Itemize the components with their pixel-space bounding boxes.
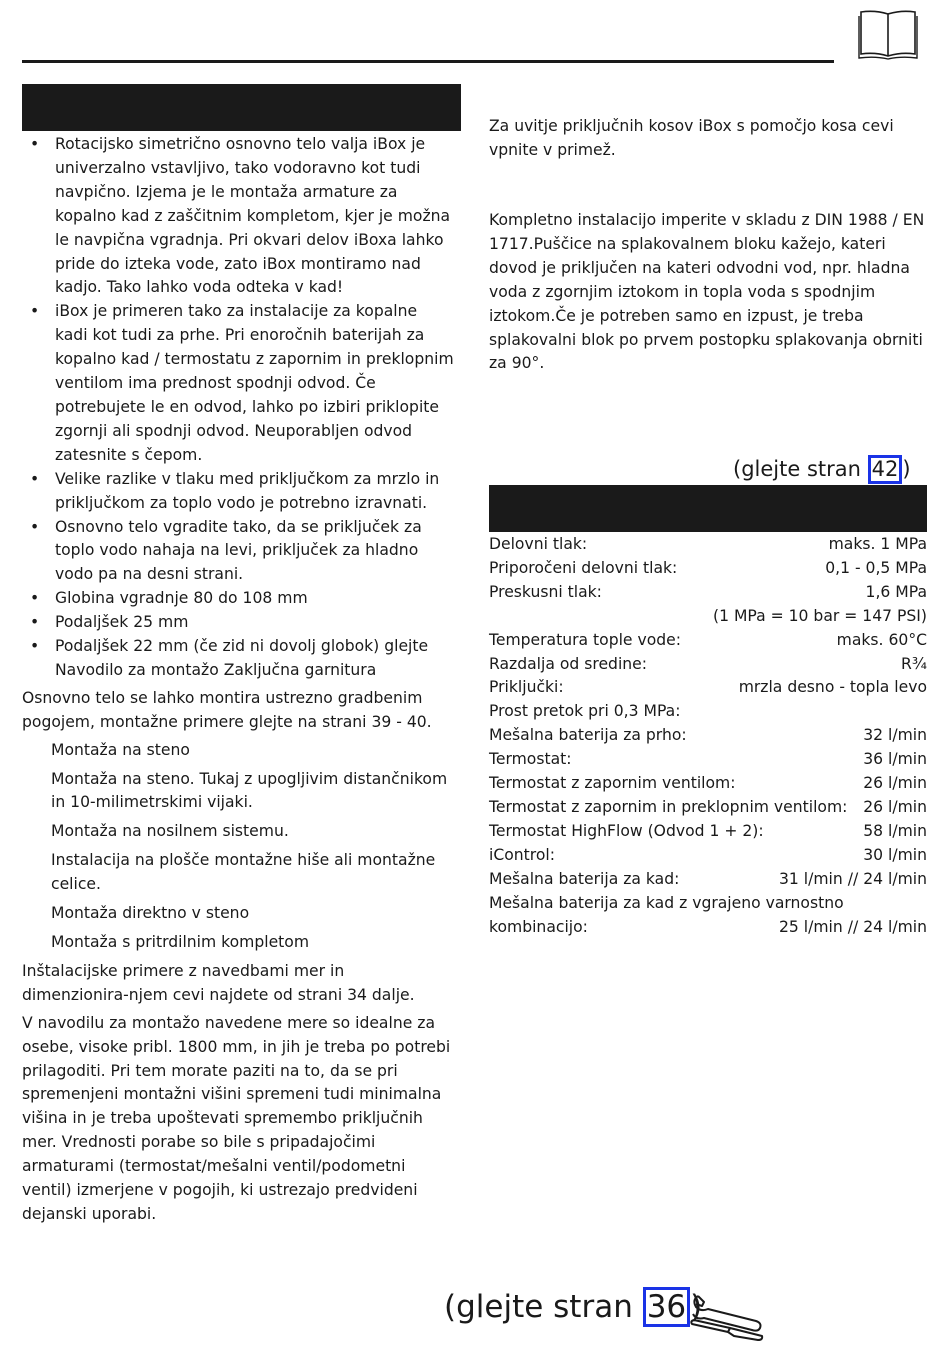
spec-row (489, 653, 927, 677)
list-item: • iBox je primeren tako za instalacije za kopalne kadi kot tudi za prhe. Pri enoročnih baterijah za kopalno kad / termostatu z zapornim in preklopnim ventilom ima prednost spodnji odvod. Če potrebujete le en odvod, lahko po izbiri priklopite zgornji ali spodnji odvod. Neuporabljen odvod zatesnite s čepom. (22, 300, 454, 467)
list-item: Instalacija na plošče montažne hiše ali montažne celice. (51, 851, 436, 894)
spec-value: R¾ (901, 654, 927, 673)
spec-label: Razdalja od sredine: (489, 654, 648, 673)
spec-value: 58 l/min (863, 821, 927, 840)
spec-value: 36 l/min (863, 750, 927, 769)
left-section-header-bar (22, 84, 461, 131)
list-item: Montaža direktno v steno (51, 904, 250, 923)
list-item: • Podaljšek 22 mm (če zid ni dovolj globok) glejte Navodilo za montažo Zaključna garnitura (22, 635, 454, 683)
spec-value: 26 l/min (863, 774, 927, 793)
page-reference-suffix: ) (690, 1289, 703, 1325)
spec-value: 31 l/min // 24 l/min (778, 869, 927, 888)
spec-label: Termostat HighFlow (Odvod 1 + 2): (489, 821, 764, 840)
spec-label: Termostat z zapornim in preklopnim ventilom: (489, 797, 848, 816)
spec-row (489, 581, 927, 605)
spec-row (489, 796, 927, 820)
list-item: Montaža s pritrdilnim kompletom (51, 933, 310, 951)
left-column (22, 133, 454, 1227)
list-item: Montaža na nosilnem sistemu. (51, 822, 289, 841)
spec-row (489, 629, 927, 653)
spec-value-continued: (1 MPa = 10 bar = 147 PSI) (712, 606, 927, 625)
page-reference-suffix: ) (902, 457, 911, 481)
page-reference-prefix: (glejte stran (444, 1289, 643, 1325)
spec-label: Mešalna baterija za prho: (489, 726, 687, 745)
spec-value: maks. 60°C (836, 630, 927, 649)
bottom-page-reference (444, 1284, 702, 1330)
spec-label: Priporočeni delovni tlak: (489, 558, 678, 577)
list-item: • Rotacijsko simetrično osnovno telo valja iBox je univerzalno vstavljivo, tako vodoravno kot tudi navpično. Izjema je le montaža armature za kopalno kad z zaščitnim kompletom, kjer je možna le navpična vgradnja. Pri okvari delov iBoxa lahko pride do izteka vode, zato iBox montiramo nad kadjo. Tako lahko voda odteka v kad! (22, 133, 454, 300)
spec-label: Termostat: (489, 750, 572, 769)
spec-row (489, 557, 927, 581)
list-item: • Podaljšek 25 mm (22, 611, 454, 635)
spec-row (489, 772, 927, 796)
spec-label: kombinacijo: (489, 917, 588, 936)
list-item: • Globina vgradnje 80 do 108 mm (22, 587, 454, 611)
spec-row (489, 724, 927, 748)
dimensions-paragraph: V navodilu za montažo navedene mere so idealne za osebe, visoke pribl. 1800 mm, in jih je treba po potrebi prilagoditi. Pri tem morate paziti na to, da se pri spremenjeni montažni višini spremeni tudi minimalna višina in je treba upoštevati spremembo priključnih mer. Vrednosti porabe so bile s pripadajočimi armaturami (termostat/mešalni ventil/podometni ventil) izmerjene v pogojih, ki ustrezajo predvideni dejanski uporabi. (22, 1013, 451, 1223)
spec-row (489, 820, 927, 844)
spec-value: 26 l/min (863, 797, 927, 816)
spec-label: Mešalna baterija za kad: (489, 869, 680, 888)
book-open-icon (855, 8, 921, 60)
spec-label: Preskusni tlak: (489, 582, 602, 601)
spec-row (489, 892, 927, 916)
spec-row (489, 844, 927, 868)
spec-value: maks. 1 MPa (828, 535, 927, 553)
technical-specs-table (489, 533, 927, 939)
spec-label: Temperatura tople vode: (489, 630, 681, 649)
spec-row (489, 868, 927, 892)
installation-examples-paragraph: Inštalacijske primere z navedbami mer in dimenzionira-njem cevi najdete od strani 34 dalje. (22, 961, 415, 1004)
page-reference-prefix: (glejte stran (733, 457, 868, 481)
spec-value: 30 l/min (863, 845, 927, 864)
spec-label: Delovni tlak: (489, 535, 588, 553)
page-link-42[interactable]: 42 (868, 455, 903, 484)
spec-row (489, 748, 927, 772)
wrench-screwdriver-icon (688, 1290, 768, 1342)
spec-label: Prost pretok pri 0,3 MPa: (489, 702, 681, 721)
page-link-36[interactable]: 36 (643, 1287, 690, 1327)
spec-value: 25 l/min // 24 l/min (778, 917, 927, 936)
spec-label: Termostat z zapornim ventilom: (489, 774, 736, 793)
spec-row (489, 533, 927, 557)
spec-row (489, 700, 927, 724)
mounting-intro: Osnovno telo se lahko montira ustrezno gradbenim pogojem, montažne primere glejte na strani 39 - 40. (22, 688, 432, 731)
spec-label: Mešalna baterija za kad z vgrajeno varnostno (489, 893, 844, 912)
spec-value: mrzla desno - topla levo (738, 678, 927, 697)
spec-value: 32 l/min (863, 726, 927, 745)
right-section-header-bar (489, 485, 927, 532)
spec-row (489, 676, 927, 700)
mounting-options-list (22, 739, 454, 955)
list-item: Montaža na steno. Tukaj z upogljivim distančnikom in 10-milimetrskimi vijaki. (51, 769, 448, 812)
spec-value: 1,6 MPa (865, 582, 927, 601)
top-rule (22, 60, 834, 63)
flushing-paragraph: Kompletno instalacijo imperite v skladu z DIN 1988 / EN 1717.Puščice na splakovalnem bloku kažejo, kateri dovod je priključen na kateri odvodni vod, npr. hladna voda z zgornjim iztokom in topla voda s spodnjim iztokom.Če je potreben samo en izpust, je treba splakovalni blok po prvem postopku splakovanja obrniti za 90°. (489, 211, 925, 373)
spec-label: iControl: (489, 845, 555, 864)
requirements-list (22, 133, 454, 683)
list-item: • Osnovno telo vgradite tako, da se priključek za toplo vodo nahaja na levi, priključek za hladno vodo pa na desni strani. (22, 516, 454, 588)
spec-row (489, 916, 927, 940)
list-item: Montaža na steno (51, 740, 190, 759)
vice-instruction-paragraph: Za uvitje priključnih kosov iBox s pomočjo kosa cevi vpnite v primež. (489, 117, 894, 159)
spec-value: 0,1 - 0,5 MPa (825, 558, 927, 577)
list-item: • Velike razlike v tlaku med priključkom za mrzlo in priključkom za toplo vodo je potrebno izravnati. (22, 468, 454, 516)
page-reference (733, 452, 911, 486)
spec-label: Priključki: (489, 678, 564, 697)
